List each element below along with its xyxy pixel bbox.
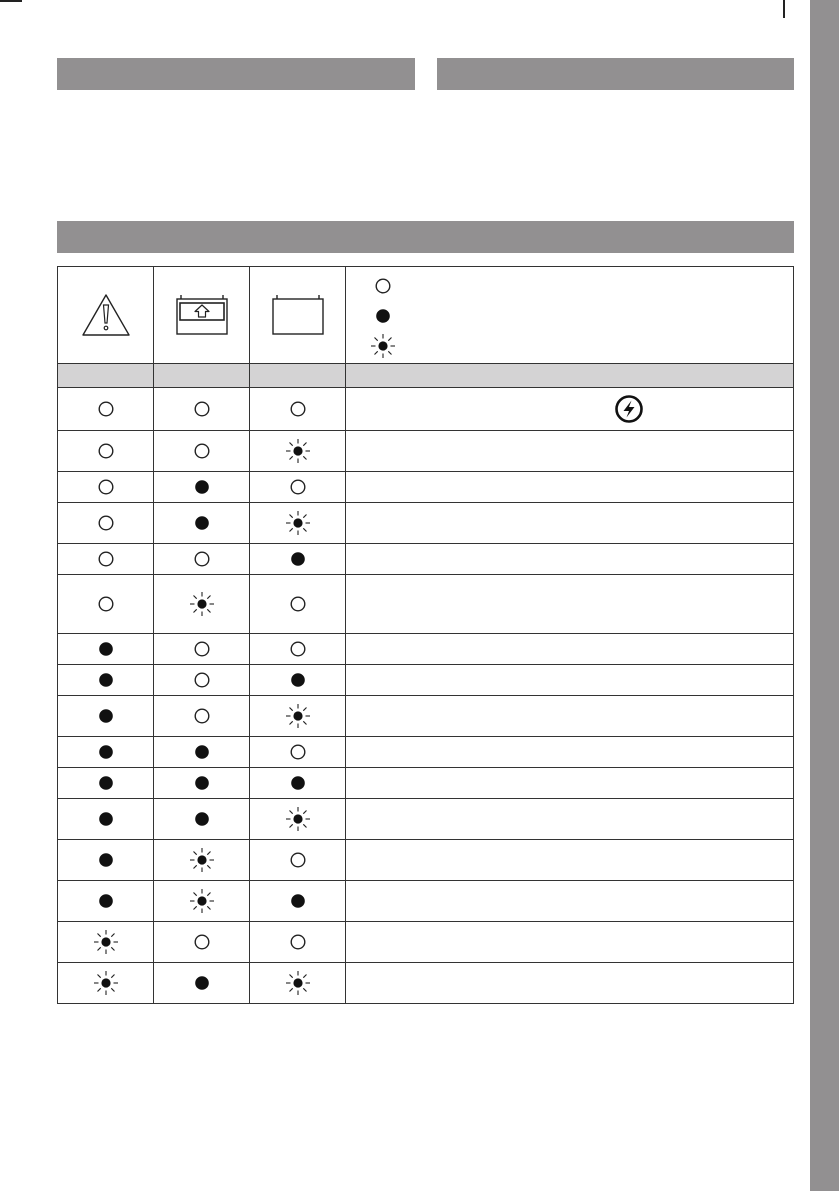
warning-led-cell	[58, 799, 154, 840]
battery-led-cell	[250, 799, 346, 840]
warning-led-cell	[58, 472, 154, 503]
led-on-icon	[93, 667, 119, 693]
led-on-icon	[189, 474, 215, 500]
led-off-icon	[285, 636, 311, 662]
led-description-cell	[346, 575, 794, 634]
led-off-icon	[189, 636, 215, 662]
led-off-icon	[370, 273, 396, 299]
led-off-icon	[285, 396, 311, 422]
led-description-cell	[346, 472, 794, 503]
led-status-row	[58, 665, 794, 696]
grid-charge-led-cell	[154, 472, 250, 503]
warning-led-cell	[58, 881, 154, 922]
led-blinking-icon	[285, 970, 311, 996]
battery-led-cell	[250, 768, 346, 799]
led-description-cell	[346, 431, 794, 472]
warning-triangle-icon	[80, 292, 132, 338]
led-off-icon	[93, 591, 119, 617]
battery-led-cell	[250, 665, 346, 696]
grid-charge-led-cell	[154, 503, 250, 544]
battery-grid-charge-icon	[175, 294, 229, 336]
led-legend-cell	[346, 267, 794, 364]
led-status-row	[58, 881, 794, 922]
battery-led-cell	[250, 922, 346, 963]
led-off-icon	[189, 929, 215, 955]
grid-charge-led-cell	[154, 665, 250, 696]
led-on-icon	[285, 770, 311, 796]
led-off-icon	[189, 546, 215, 572]
led-on-icon	[189, 806, 215, 832]
led-status-row	[58, 634, 794, 665]
warning-led-cell	[58, 388, 154, 431]
led-description-cell	[346, 634, 794, 665]
grid-charge-led-cell	[154, 963, 250, 1004]
grid-charge-led-cell	[154, 696, 250, 737]
battery-icon	[271, 294, 325, 336]
subheader-cell	[250, 364, 346, 388]
warning-led-cell	[58, 922, 154, 963]
led-description-cell	[346, 840, 794, 881]
grid-charge-led-cell	[154, 634, 250, 665]
led-off-icon	[189, 667, 215, 693]
grid-charge-led-cell	[154, 431, 250, 472]
led-subheader-row	[58, 364, 794, 388]
grid-charge-header-cell	[154, 267, 250, 364]
led-blinking-icon	[189, 847, 215, 873]
led-status-row	[58, 503, 794, 544]
warning-led-cell	[58, 840, 154, 881]
led-description-cell	[346, 922, 794, 963]
crop-mark-left	[0, 0, 22, 2]
grid-charge-led-cell	[154, 922, 250, 963]
led-blinking-icon	[285, 438, 311, 464]
led-off-icon	[189, 438, 215, 464]
grid-charge-led-cell	[154, 388, 250, 431]
led-description-cell	[346, 544, 794, 575]
led-description-cell	[346, 881, 794, 922]
led-off-icon	[93, 546, 119, 572]
led-status-row	[58, 840, 794, 881]
legend-blink	[370, 331, 793, 361]
battery-led-cell	[250, 634, 346, 665]
led-description-cell	[346, 963, 794, 1004]
led-blinking-icon	[285, 806, 311, 832]
warning-led-cell	[58, 737, 154, 768]
warning-led-cell	[58, 634, 154, 665]
led-description-cell	[346, 737, 794, 768]
subheader-cell	[154, 364, 250, 388]
led-blinking-icon	[370, 333, 396, 359]
led-off-icon	[285, 474, 311, 500]
led-on-icon	[93, 806, 119, 832]
led-off-icon	[93, 510, 119, 536]
led-on-icon	[285, 546, 311, 572]
led-legend	[346, 269, 793, 361]
led-status-row	[58, 696, 794, 737]
led-description-cell	[346, 768, 794, 799]
led-description-cell	[346, 799, 794, 840]
battery-header-cell	[250, 267, 346, 364]
grid-charge-led-cell	[154, 799, 250, 840]
grid-charge-led-cell	[154, 840, 250, 881]
led-on-icon	[189, 510, 215, 536]
led-off-icon	[285, 929, 311, 955]
battery-led-cell	[250, 840, 346, 881]
led-on-icon	[285, 667, 311, 693]
led-on-icon	[189, 739, 215, 765]
led-blinking-icon	[285, 703, 311, 729]
legend-on	[370, 301, 793, 331]
section-header-bar-led-table	[57, 221, 794, 253]
section-header-bar-left	[57, 58, 415, 90]
led-description-cell	[346, 696, 794, 737]
battery-led-cell	[250, 737, 346, 768]
led-icon-header-row	[58, 267, 794, 364]
warning-led-cell	[58, 544, 154, 575]
led-blinking-icon	[93, 970, 119, 996]
led-off-icon	[189, 396, 215, 422]
led-blinking-icon	[93, 929, 119, 955]
led-on-icon	[285, 888, 311, 914]
led-status-row	[58, 472, 794, 503]
circle-lightning-icon	[614, 394, 644, 424]
crop-mark-right	[783, 0, 785, 18]
led-off-icon	[93, 474, 119, 500]
led-status-table	[57, 266, 794, 1004]
side-tab	[810, 0, 839, 1191]
led-status-row	[58, 963, 794, 1004]
led-blinking-icon	[189, 888, 215, 914]
subheader-cell	[58, 364, 154, 388]
led-off-icon	[93, 396, 119, 422]
warning-led-cell	[58, 696, 154, 737]
warning-led-cell	[58, 503, 154, 544]
grid-charge-led-cell	[154, 544, 250, 575]
warning-led-cell	[58, 431, 154, 472]
battery-led-cell	[250, 963, 346, 1004]
led-on-icon	[370, 303, 396, 329]
warning-led-cell	[58, 963, 154, 1004]
led-off-icon	[189, 703, 215, 729]
warning-header-cell	[58, 267, 154, 364]
led-status-row	[58, 544, 794, 575]
grid-charge-led-cell	[154, 575, 250, 634]
grid-charge-led-cell	[154, 737, 250, 768]
battery-led-cell	[250, 388, 346, 431]
grid-charge-led-cell	[154, 881, 250, 922]
led-on-icon	[189, 970, 215, 996]
led-on-icon	[93, 770, 119, 796]
battery-led-cell	[250, 544, 346, 575]
led-status-row	[58, 768, 794, 799]
led-off-icon	[285, 847, 311, 873]
led-off-icon	[285, 739, 311, 765]
led-description-cell	[346, 503, 794, 544]
led-description-cell	[346, 665, 794, 696]
led-description-cell	[346, 388, 794, 431]
battery-led-cell	[250, 472, 346, 503]
led-on-icon	[93, 703, 119, 729]
warning-led-cell	[58, 575, 154, 634]
battery-led-cell	[250, 575, 346, 634]
section-header-bar-right	[437, 58, 794, 90]
led-on-icon	[93, 739, 119, 765]
led-status-row	[58, 431, 794, 472]
led-on-icon	[93, 847, 119, 873]
led-off-icon	[93, 438, 119, 464]
battery-led-cell	[250, 696, 346, 737]
led-status-row	[58, 922, 794, 963]
led-off-icon	[285, 591, 311, 617]
led-on-icon	[189, 770, 215, 796]
led-blinking-icon	[189, 591, 215, 617]
led-status-row	[58, 737, 794, 768]
battery-led-cell	[250, 881, 346, 922]
led-on-icon	[93, 636, 119, 662]
led-status-row	[58, 799, 794, 840]
led-on-icon	[93, 888, 119, 914]
led-status-row	[58, 575, 794, 634]
warning-led-cell	[58, 768, 154, 799]
warning-led-cell	[58, 665, 154, 696]
subheader-cell	[346, 364, 794, 388]
legend-off	[370, 271, 793, 301]
grid-charge-led-cell	[154, 768, 250, 799]
battery-led-cell	[250, 503, 346, 544]
led-blinking-icon	[285, 510, 311, 536]
battery-led-cell	[250, 431, 346, 472]
led-status-row	[58, 388, 794, 431]
